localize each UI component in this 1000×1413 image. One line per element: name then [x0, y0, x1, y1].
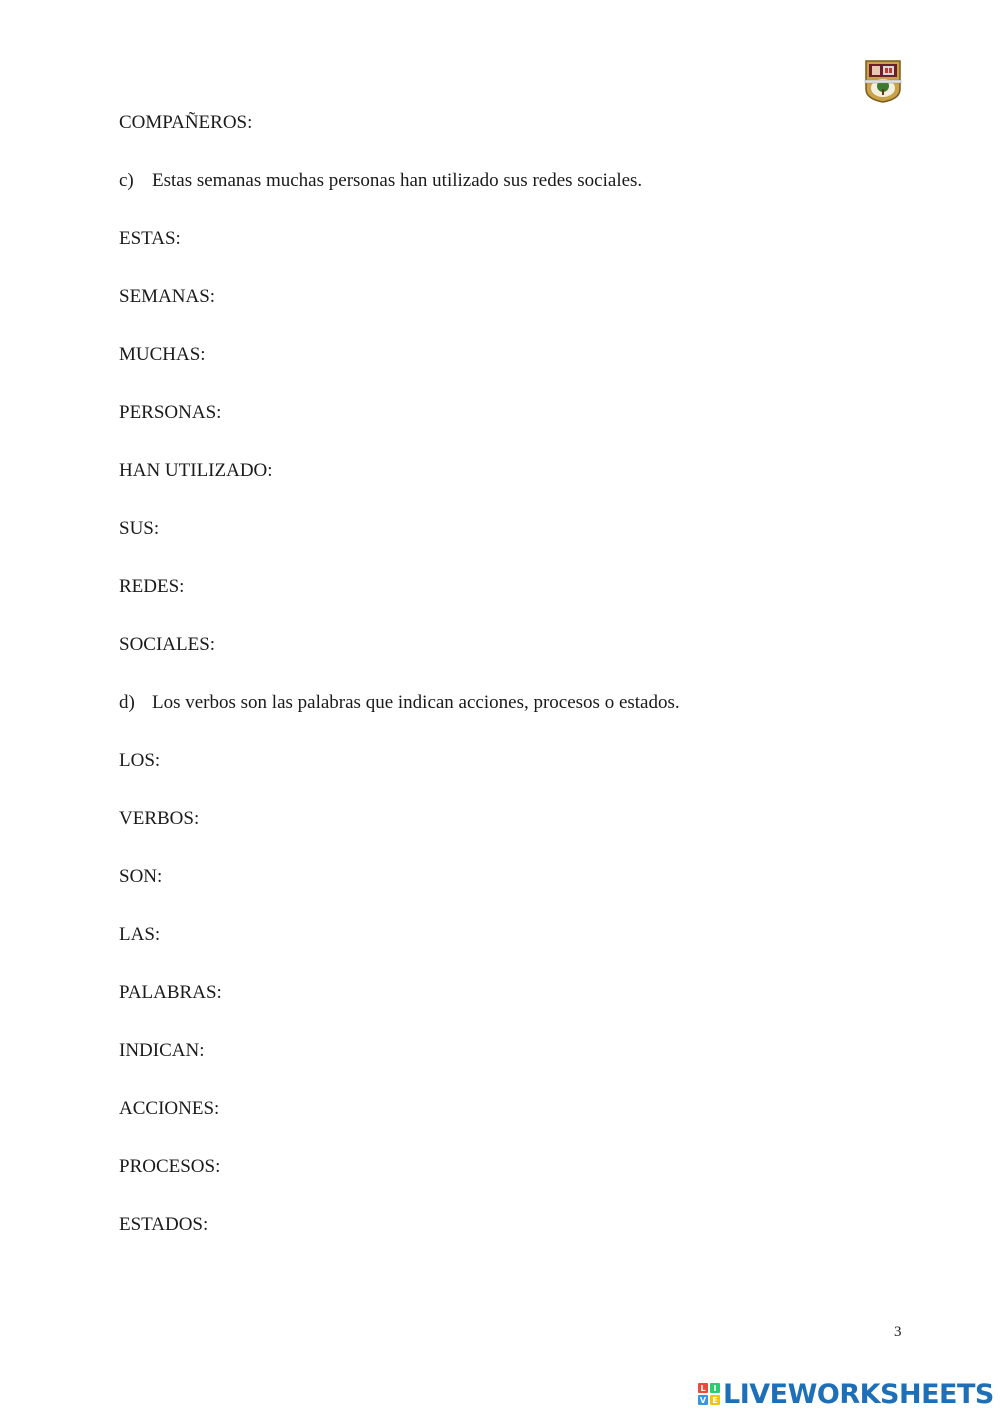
line-text: SOCIALES:: [119, 634, 216, 655]
doc-line: [119, 808, 199, 830]
school-crest-icon: [864, 59, 902, 103]
logo-square: E: [710, 1395, 720, 1405]
line-text: PERSONAS:: [119, 402, 222, 423]
doc-line: [119, 286, 215, 308]
line-text: LAS:: [119, 924, 161, 945]
doc-line: [119, 402, 221, 424]
line-text: PALABRAS:: [119, 982, 222, 1003]
line-text: SUS:: [119, 518, 160, 539]
line-text: COMPAÑEROS:: [119, 112, 253, 133]
line-text: ACCIONES:: [119, 1098, 220, 1119]
item-marker: d): [119, 692, 135, 713]
logo-square: I: [710, 1383, 720, 1393]
logo-squares-icon: [698, 1383, 720, 1405]
doc-line: [119, 750, 160, 772]
doc-line: [119, 228, 181, 250]
doc-line: [119, 1214, 208, 1236]
doc-line: [119, 924, 160, 946]
doc-line: [119, 344, 206, 366]
doc-line: [119, 1156, 220, 1178]
line-text: PROCESOS:: [119, 1156, 221, 1177]
doc-line: [119, 576, 184, 598]
doc-line: [119, 634, 215, 656]
line-text: SON:: [119, 866, 163, 887]
line-text: ESTADOS:: [119, 1214, 209, 1235]
line-text: HAN UTILIZADO:: [119, 460, 273, 481]
line-text: INDICAN:: [119, 1040, 205, 1061]
doc-line-statement: [119, 692, 680, 714]
line-text: SEMANAS:: [119, 286, 216, 307]
line-text: VERBOS:: [119, 808, 200, 829]
logo-square: L: [698, 1383, 708, 1393]
logo-square: V: [699, 1395, 707, 1405]
doc-line: [119, 1040, 205, 1062]
line-text: REDES:: [119, 576, 185, 597]
line-text: MUCHAS:: [119, 344, 206, 365]
line-text: ESTAS:: [119, 228, 181, 249]
liveworksheets-logo: [698, 1377, 994, 1411]
doc-line: [119, 982, 222, 1004]
doc-line: [119, 518, 159, 540]
line-text: LOS:: [119, 750, 161, 771]
line-text: Estas semanas muchas personas han utilizado sus redes sociales.: [152, 170, 643, 191]
doc-line: [119, 460, 273, 482]
logo-text: LIVEWORKSHEETS: [723, 1378, 994, 1410]
page-number: 3: [894, 1324, 902, 1340]
line-text: Los verbos son las palabras que indican acciones, procesos o estados.: [152, 692, 680, 713]
doc-line-statement: [119, 170, 642, 192]
doc-line: [119, 866, 162, 888]
doc-line: [119, 112, 252, 134]
doc-line: [119, 1098, 219, 1120]
item-marker: c): [119, 170, 134, 191]
